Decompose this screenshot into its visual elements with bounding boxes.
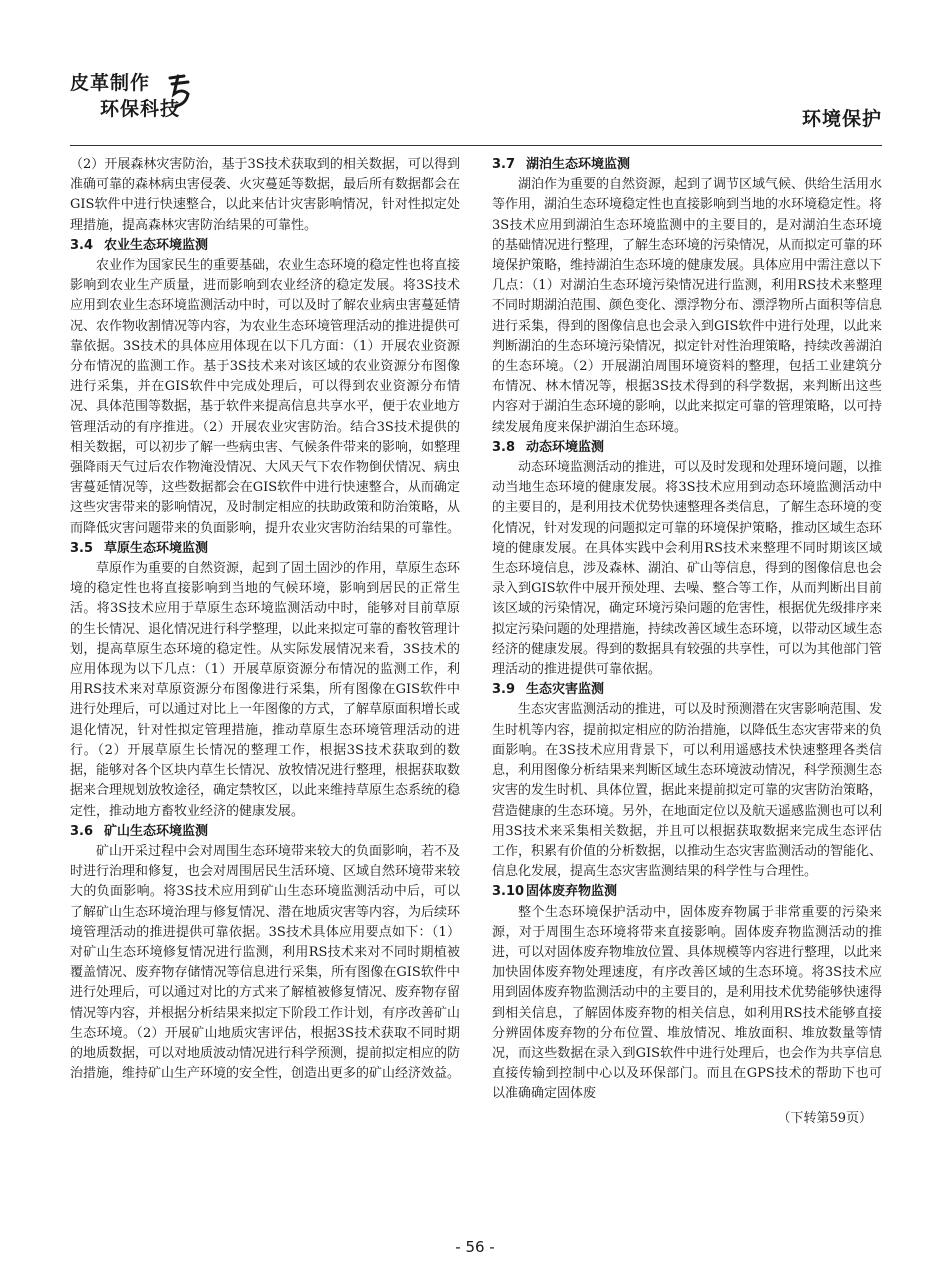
heading-title: 农业生态环境监测 <box>104 237 209 253</box>
heading-3-5 <box>70 539 460 559</box>
header-divider <box>70 145 882 146</box>
paragraph-agriculture: 农业作为国家民生的重要基础，农业生态环境的稳定性也将直接影响到农业生产质量，进而影响到农业经济的稳定发展。将3S技术应用到农业生态环境监测活动中时，可以及时了解农业病虫害蔓延情况、农作物收割情况等内容，为农业生态环境管理活动的推进提供可靠依据。3S技术的具体应用体现在以下几方面：（1）开展农业资源分布情况的监测工作。基于3S技术来对该区域的农业资源分布图像进行采集，并在GIS软件中完成处理后，可以得到农业资源分布情况、具体范围等数据，基于软件来提高信息共享水平，便于农业地方管理活动的有序推进。（2）开展农业灾害防治。结合3S技术提供的相关数据，可以初步了解一些病虫害、气候条件带来的影响，如整理强降雨天气过后农作物淹没情况、大风天气下农作物倒伏情况、病虫害蔓延情况等，这些数据都会在GIS软件中进行快速整合，从而确定这些灾害带来的影响情况，及时制定相应的扶助政策和防治策略，从而降低灾害问题带来的负面影响，提升农业灾害防治结果的可靠性。 <box>70 258 461 536</box>
page-header <box>70 70 882 146</box>
paragraph-dynamic: 动态环境监测活动的推进，可以及时发现和处理环境问题，以推动当地生态环境的健康发展。将3S技术应用到动态环境监测活动中的主要目的，是利用技术优势快速整理各类信息，了解生态环境的变化情况，针对发现的问题拟定可靠的环境保护策略，推动区域生态环境的健康发展。在具体实践中会利用RS技术来整理不同时期该区域生态环境信息，涉及森林、湖泊、矿山等信息，得到的图像信息也会录入到GIS软件中展开预处理、去噪、整合等工作，从而判断出目前该区域的污染情况，确定环境污染问题的危害性，根据优先级排序来拟定污染问题的处理措施，持续改善区域生态环境，以带动区域生态经济的健康发展。得到的数据具有较强的共享性，可以为其他部门管理活动的推进提供可靠依据。 <box>492 460 883 678</box>
section-label: 环境保护 <box>801 108 882 130</box>
heading-number: 3.5 <box>70 540 94 556</box>
heading-title: 矿山生态环境监测 <box>104 823 209 839</box>
heading-3-10 <box>492 882 882 902</box>
heading-number: 3.10 <box>492 884 525 900</box>
heading-number: 3.4 <box>70 237 94 253</box>
heading-3-8 <box>492 438 882 458</box>
heading-title: 草原生态环境监测 <box>104 540 209 556</box>
right-column <box>492 155 882 1129</box>
heading-3-6 <box>70 822 460 842</box>
paragraph-solid-waste: 整个生态环境保护活动中，固体废弃物属于非常重要的污染来源，对于周围生态环境将带来直接影响。固体废弃物监测活动的推进，可以对固体废弃物堆放位置、具体规模等内容进行整理，以此来加快固体废弃物处理速度，有序改善区域的生态环境。将3S技术应用到固体废弃物监测活动中的主要目的，是利用技术优势能够快速得到相关信息，了解固体废弃物的相关信息，如利用RS技术能够直接分辨固体废弃物的分布位置、堆放情况、堆放面积、堆放数量等情况，而这些数据在录入到GIS软件中进行处理后，也会作为共享信息直接传输到控制中心以及环保部门。而且在GPS技术的帮助下也可以准确确定固体废 <box>492 904 883 1102</box>
journal-logo-mark <box>162 72 196 112</box>
heading-3-9 <box>492 680 882 700</box>
continuation-note: （下转第59页） <box>777 1110 872 1126</box>
heading-3-7 <box>492 155 882 175</box>
heading-title: 湖泊生态环境监测 <box>526 157 631 172</box>
heading-number: 3.8 <box>492 439 516 455</box>
paragraph-lake: 湖泊作为重要的自然资源，起到了调节区域气候、供给生活用水等作用，湖泊生态环境稳定性也直接影响到当地的水环境稳定性。将3S技术应用到湖泊生态环境监测中的主要目的，是对湖泊生态环境的基础情况进行整理，了解生态环境的污染情况，从而拟定可靠的环境保护策略，维持湖泊生态环境的健康发展。具体应用中需注意以下几点：（1）对湖泊生态环境污染情况进行监测，利用RS技术来整理不同时期湖泊范围、颜色变化、漂浮物分布、漂浮物所占面积等信息进行采集，得到的图像信息也会录入到GIS软件中进行处理，以此来判断湖泊的生态环境污染情况，拟定针对性治理策略，持续改善湖泊的生态环境。（2）开展湖泊周围环境资料的整理，包括工业建筑分布情况、林木情况等，根据3S技术得到的科学数据，来判断出这些内容对于湖泊生态环境的影响，以此来拟定可靠的管理策略，以可持续发展角度来保护湖泊生态环境。 <box>492 177 883 435</box>
heading-title: 生态灾害监测 <box>526 682 605 698</box>
journal-name-line2: 环保科技 <box>100 98 181 120</box>
paragraph-mining: 矿山开采过程中会对周围生态环境带来较大的负面影响，若不及时进行治理和修复，也会对周围居民生活环境、区域自然环境带来较大的负面影响。将3S技术应用到矿山生态环境监测活动中后，可以了解矿山生态环境治理与修复情况、潜在地质灾害等内容，为后续环境管理活动的推进提供可靠依据。3S技术具体应用要点如下：（1）对矿山生态环境修复情况进行监测，利用RS技术来对不同时期植被覆盖情况、废弃物存储情况等信息进行采集，所有图像在GIS软件中进行处理后，可以通过对比的方式来了解植被修复情况、废弃物存留情况等内容，并根据分析结果来拟定下阶段工作计划，有序改善矿山生态环境。（2）开展矿山地质灾害评估，根据3S技术获取不同时期的地质数据，可以对地质波动情况进行科学预测，提前拟定相应的防治措施，维持矿山生产环境的安全性，创造出更多的矿山经济效益。 <box>70 843 461 1082</box>
paragraph-disaster: 生态灾害监测活动的推进，可以及时预测潜在灾害影响范围、发生时机等内容，提前拟定相应的防治措施，以降低生态灾害带来的负面影响。在3S技术应用背景下，可以利用遥感技术快速整理各类信息，利用图像分析结果来判断区域生态环境波动情况，科学预测生态灾害的发生时机、具体位置，据此来提前拟定可靠的灾害防治策略，营造健康的生态环境。另外，在地面定位以及航天遥感监测也可以利用3S技术来采集相关数据，并且可以根据获取数据来完成生态评估工作，积累有价值的分析数据，以推动生态灾害监测活动的智能化、信息化发展，提高生态灾害监测结果的科学性与合理性。 <box>492 702 883 880</box>
paragraph-forest-disaster: （2）开展森林灾害防治，基于3S技术获取到的相关数据，可以得到准确可靠的森林病虫害侵袭、火灾蔓延等数据，最后所有数据都会在GIS软件中进行快速整合，以此来估计灾害影响情况，针对性拟定处理措施，提高森林灾害防治结果的可靠性。 <box>70 157 461 233</box>
heading-number: 3.6 <box>70 823 94 839</box>
heading-3-4 <box>70 236 460 256</box>
left-column <box>70 155 460 1084</box>
journal-name-line1: 皮革制作 <box>70 72 151 94</box>
heading-number: 3.9 <box>492 682 516 698</box>
paragraph-grassland: 草原作为重要的自然资源，起到了固土固沙的作用，草原生态环境的稳定性也将直接影响到当地的气候环境，影响到居民的正常生活。将3S技术应用于草原生态环境监测活动中时，能够对目前草原的生长情况、退化情况进行科学整理，以此来拟定可靠的畜牧管理计划，提高草原生态环境的稳定性。从实际发展情况来看，3S技术的应用体现为以下几点：（1）开展草原资源分布情况的监测工作，利用RS技术来对草原资源分布图像进行采集，所有图像在GIS软件中进行处理后，可以通过对比上一年图像的方式，了解草原面积增长或退化情况，针对性拟定管理措施，推动草原生态环境管理活动的进行。（2）开展草原生长情况的整理工作，根据3S技术获取到的数据，能够对各个区块内草生长情况、放牧情况进行整理，根据获取数据来合理规划放牧途径，确定禁牧区，以此来维持草原生态系统的稳定性，推动地方畜牧业经济的健康发展。 <box>70 561 461 819</box>
heading-title: 固体废弃物监测 <box>526 884 618 900</box>
heading-title: 动态环境监测 <box>526 439 605 455</box>
heading-number: 3.7 <box>492 157 516 172</box>
page-number: - 56 - <box>455 1238 495 1256</box>
